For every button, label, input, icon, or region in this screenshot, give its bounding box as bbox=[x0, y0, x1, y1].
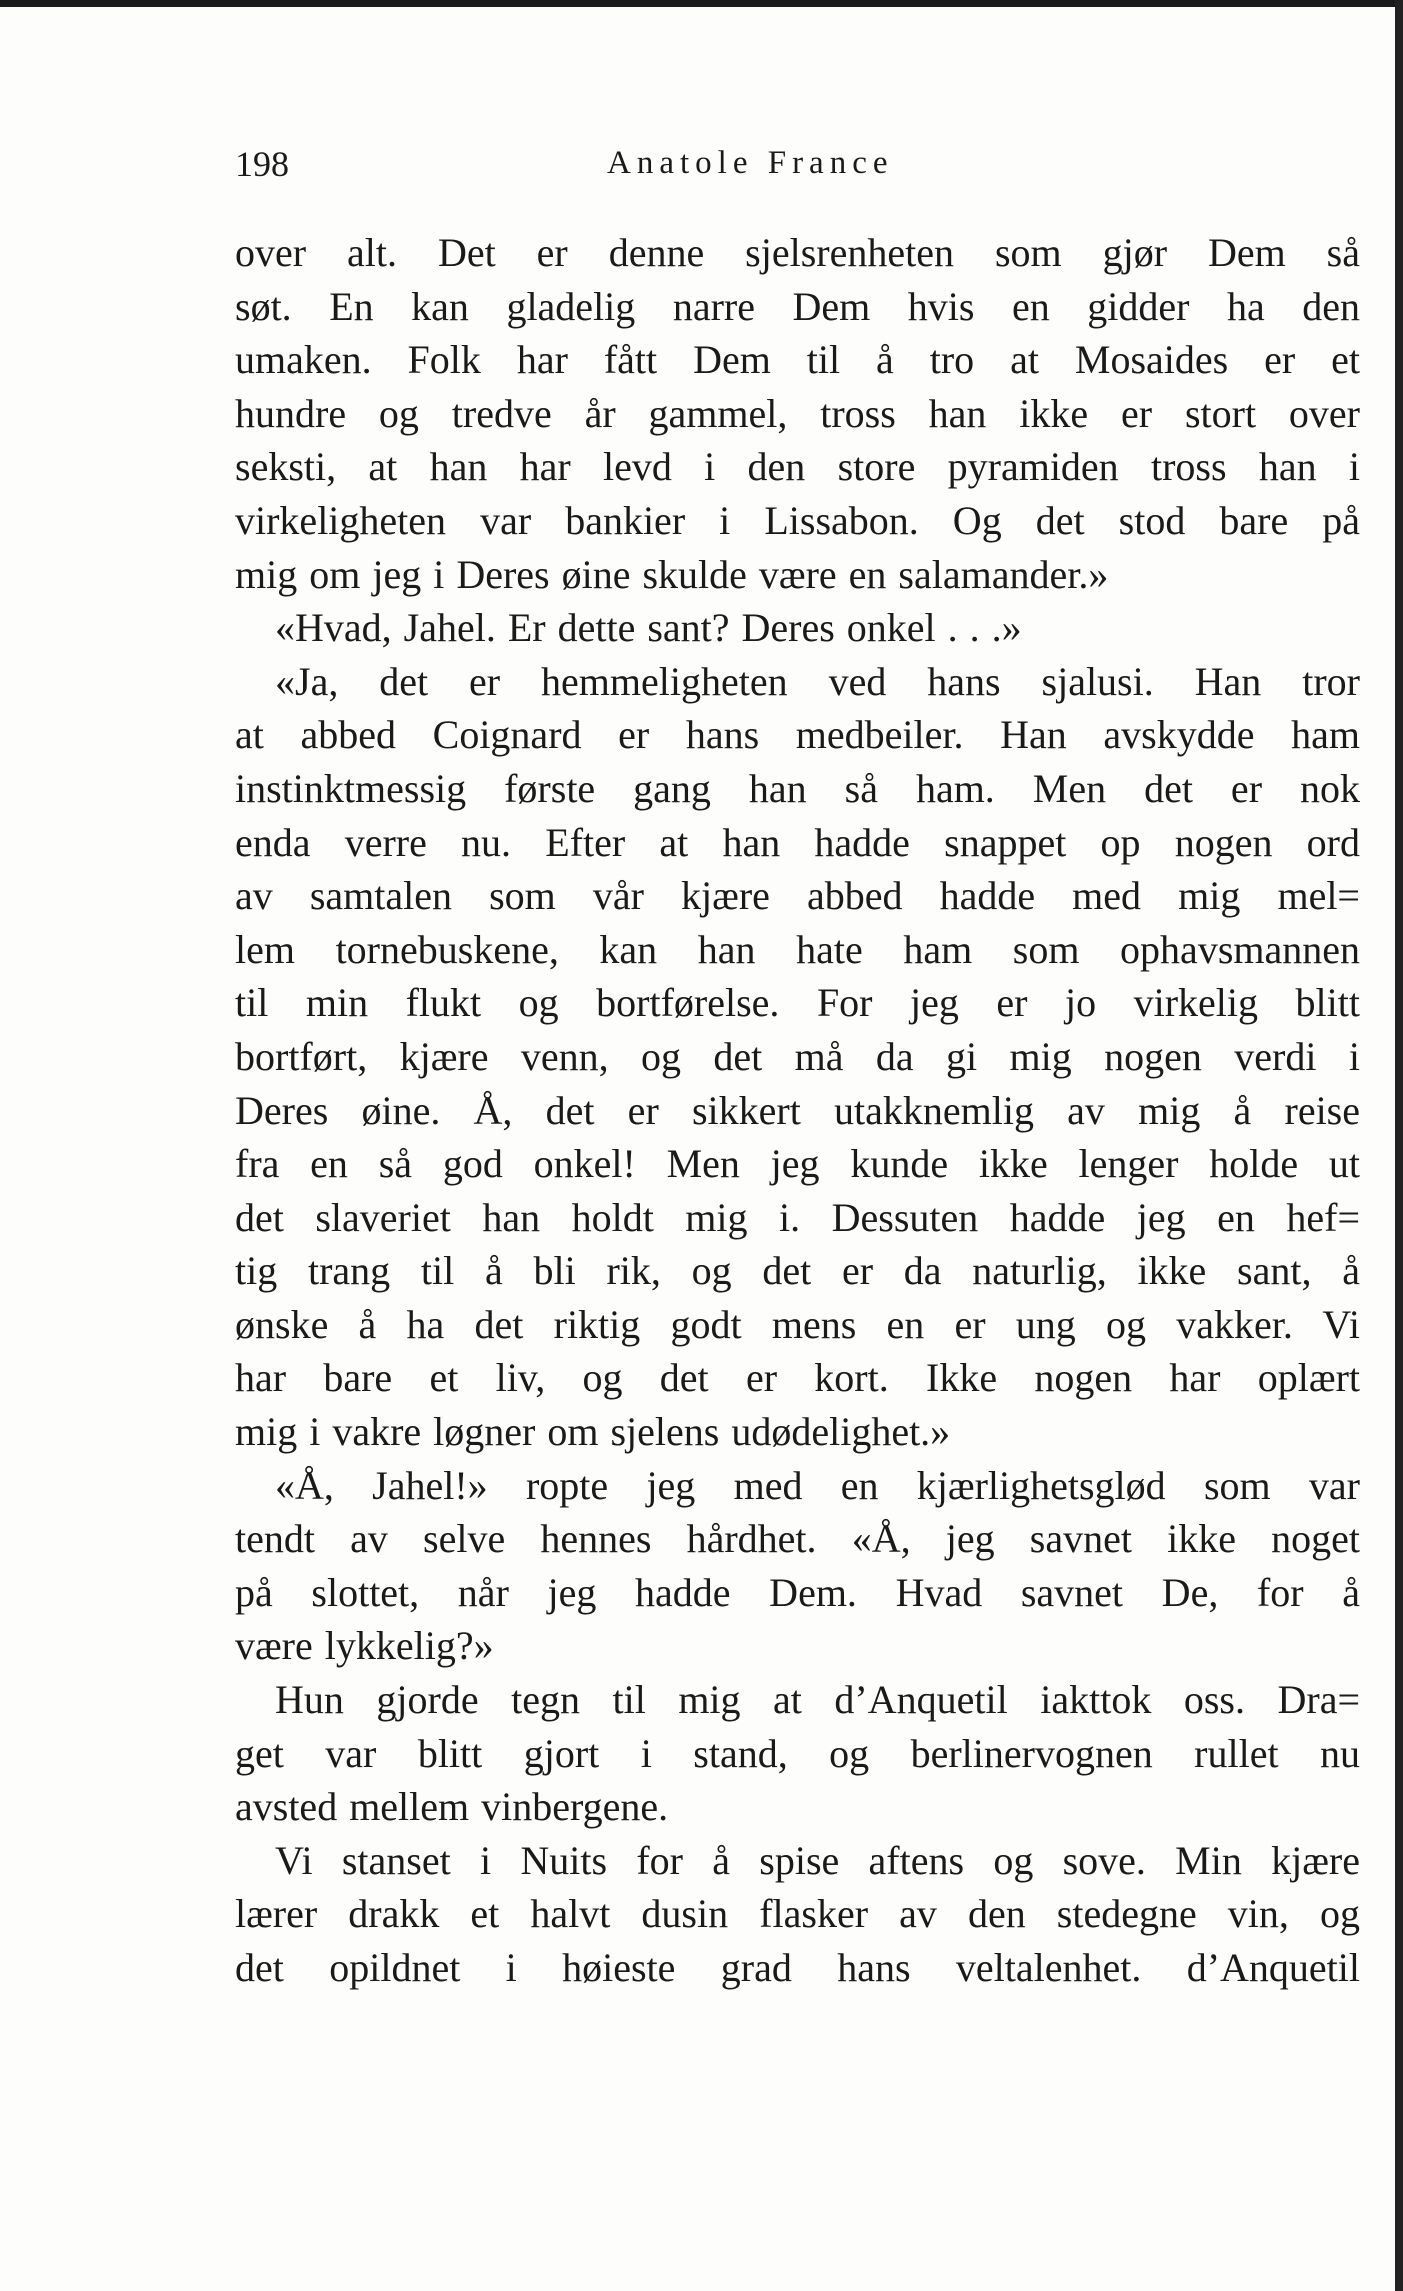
text-line: hundre og tredve år gammel, tross han ikke er stort over bbox=[235, 390, 1360, 436]
text-line: lem tornebuskene, kan han hate ham som ophavsmannen bbox=[235, 926, 1360, 972]
running-head: Anatole France bbox=[607, 145, 894, 181]
text-line: tendt av selve hennes hårdhet. «Å, jeg savnet ikke noget bbox=[235, 1516, 1360, 1562]
text-line: det opildnet i høieste grad hans veltalenhet. d’Anquetil bbox=[235, 1945, 1360, 1990]
text-line: mig i vakre løgner om sjelens udødelighet.» bbox=[235, 1409, 951, 1455]
text-line: søt. En kan gladelig narre Dem hvis en gidder ha den bbox=[235, 283, 1360, 329]
text-line: ønske å ha det riktig godt mens en er ung og vakker. Vi bbox=[235, 1301, 1360, 1347]
text-line: det slaveriet han holdt mig i. Dessuten hadde jeg en hef= bbox=[235, 1194, 1360, 1240]
text-line: Hun gjorde tegn til mig at d’Anquetil iakttok oss. Dra= bbox=[275, 1677, 1360, 1723]
text-line: virkeligheten var bankier i Lissabon. Og det stod bare på bbox=[235, 497, 1360, 543]
text-line: at abbed Coignard er hans medbeiler. Han avskydde ham bbox=[235, 712, 1360, 758]
text-line: Deres øine. Å, det er sikkert utakknemlig av mig å reise bbox=[235, 1087, 1360, 1133]
text-line: get var blitt gjort i stand, og berlinervognen rullet nu bbox=[235, 1730, 1360, 1776]
text-line: Vi stanset i Nuits for å spise aftens og sove. Min kjære bbox=[275, 1837, 1360, 1883]
scan-right-edge bbox=[1395, 0, 1403, 2291]
text-line: «Ja, det er hemmeligheten ved hans sjalusi. Han tror bbox=[275, 658, 1360, 704]
text-line: fra en så god onkel! Men jeg kunde ikke lenger holde ut bbox=[235, 1141, 1360, 1187]
body-text bbox=[235, 226, 1360, 1995]
text-line: seksti, at han har levd i den store pyramiden tross han i bbox=[235, 444, 1360, 490]
text-line: lærer drakk et halvt dusin flasker av den stedegne vin, og bbox=[235, 1891, 1360, 1937]
text-line: «Hvad, Jahel. Er dette sant? Deres onkel . . .» bbox=[275, 605, 1022, 651]
text-line: har bare et liv, og det er kort. Ikke nogen har oplært bbox=[235, 1355, 1360, 1401]
text-line: mig om jeg i Deres øine skulde være en salamander.» bbox=[235, 551, 1109, 597]
text-line: «Å, Jahel!» ropte jeg med en kjærlighetsglød som var bbox=[275, 1462, 1360, 1508]
text-line: på slottet, når jeg hadde Dem. Hvad savnet De, for å bbox=[235, 1569, 1360, 1615]
text-line: avsted mellem vinbergene. bbox=[235, 1784, 669, 1830]
text-line: bortført, kjære venn, og det må da gi mig nogen verdi i bbox=[235, 1033, 1360, 1079]
text-line: umaken. Folk har fått Dem til å tro at Mosaides er et bbox=[235, 337, 1360, 383]
text-line: over alt. Det er denne sjelsrenheten som gjør Dem så bbox=[235, 230, 1360, 275]
scan-top-edge bbox=[0, 0, 1403, 7]
text-line: enda verre nu. Efter at han hadde snappet op nogen ord bbox=[235, 819, 1360, 865]
text-line: være lykkelig?» bbox=[235, 1623, 494, 1669]
text-line: av samtalen som vår kjære abbed hadde med mig mel= bbox=[235, 873, 1360, 919]
page-number: 198 bbox=[235, 144, 289, 184]
page-header bbox=[235, 143, 1360, 193]
text-line: til min flukt og bortførelse. For jeg er jo virkelig blitt bbox=[235, 980, 1360, 1026]
text-line: instinktmessig første gang han så ham. Men det er nok bbox=[235, 765, 1360, 811]
text-line: tig trang til å bli rik, og det er da naturlig, ikke sant, å bbox=[235, 1248, 1360, 1294]
